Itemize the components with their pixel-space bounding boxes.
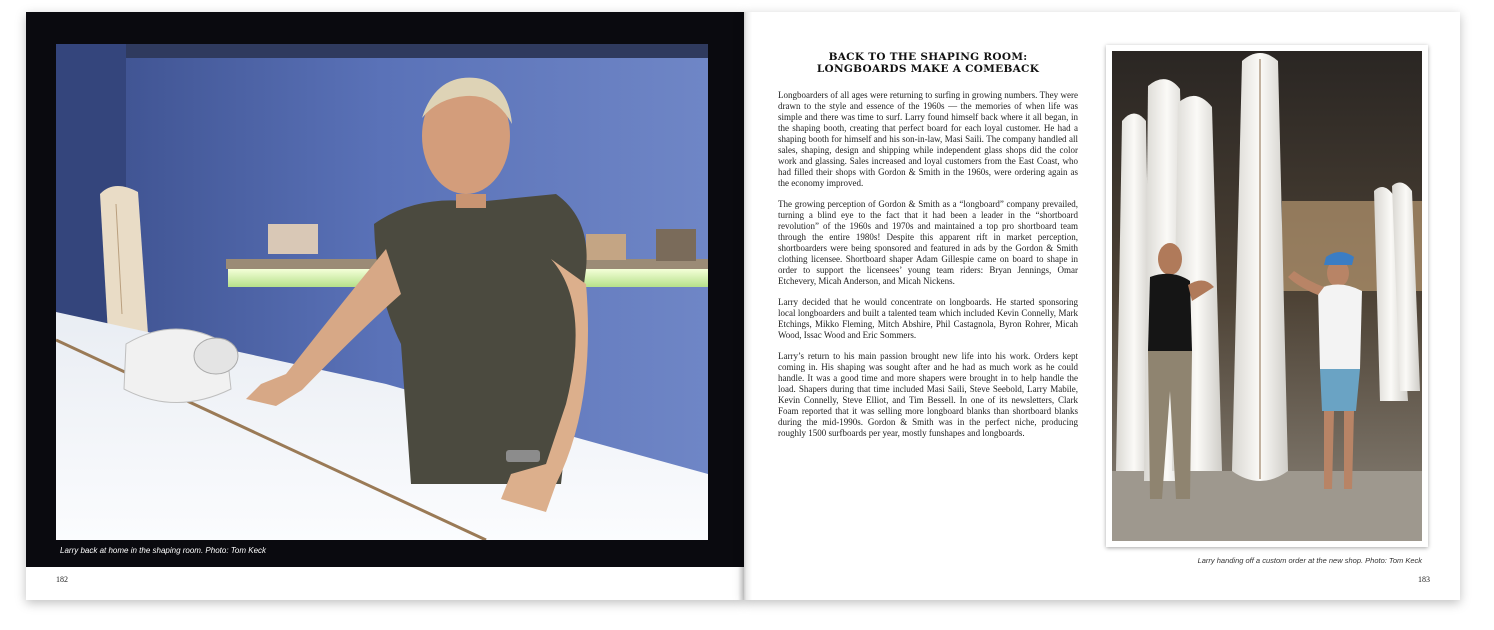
book-gutter [738,12,752,600]
shop-photo-frame [1106,45,1428,547]
paragraph: Larry’s return to his main passion brought new life into his work. Orders kept coming in. His shaping was sought after and he had as much work as he could handle. It was a good time and more shapers were brought in to help handle the load. Shapers during that time included Masi Saili, Steve Seebold, Larry Mabile, Kevin Connelly, Steve Elliot, and Tim Bessell. In one of its newsletters, Clark Foam reported that it was selling more longboard blanks than shortboard blanks during the mid-1990s. Gordon & Smith was in the perfect niche, producing roughly 1500 surfboards per year, mostly funshapes and longboards. [778,351,1078,438]
right-page-number: 183 [1418,575,1430,584]
chapter-title-line-2: LONGBOARDS MAKE A COMEBACK [816,63,1040,75]
chapter-title [778,51,1078,75]
left-photo-caption: Larry back at home in the shaping room. Photo: Tom Keck [60,546,267,555]
chapter-title-line-1: BACK TO THE SHAPING ROOM: [828,51,1028,63]
left-page-number: 182 [56,575,68,584]
shop-photo [1112,51,1422,541]
paragraph: Larry decided that he would concentrate on longboards. He started sponsoring local longboarders and built a talented team which included Kevin Connelly, Mark Etchings, Mikko Fleming, Mitch Abshire, Phil Castagnola, Byron Rohrer, Micah Wood, Issac Wood and Eric Sommers. [778,297,1078,340]
paragraph: Longboarders of all ages were returning to surfing in growing numbers. They were drawn to the style and essence of the 1960s — the memories of when life was simple and there was time to surf. Larry found himself back where it all began, in the shaping booth, creating that perfect board for each loyal customer. He had a shaping booth for himself and his son-in-law, Masi Saili. The company handled all sales, shaping, design and shipping while independent glass shops did the color work and glassing. Sales increased and loyal customers from the East Coast, who had filled their shops with Gordon & Smith in the 1960s, were ordering again as the economy improved. [778,90,1078,188]
shaping-room-photo [56,44,708,540]
right-page [744,12,1460,600]
left-page [26,12,744,600]
right-photo-caption: Larry handing off a custom order at the new shop. Photo: Tom Keck [1197,556,1422,565]
paragraph: The growing perception of Gordon & Smith as a “longboard” company prevailed, turning a blind eye to the fact that it had been a leader in the “shortboard revolution” of the 1960s and 1970s and maintained a top pro shortboard team through the entire 1980s! Despite this apparent rift in market perception, shortboarders were being sponsored and featured in ads by the Gordon & Smith clothing licensee. Shortboard shaper Adam Gillespie came on board to shape in order to support the licensees’ young team riders: Bryan Jennings, Omar Etchevery, Micah Anderson, and Micah Nickens. [778,199,1078,286]
article-body [778,90,1078,449]
